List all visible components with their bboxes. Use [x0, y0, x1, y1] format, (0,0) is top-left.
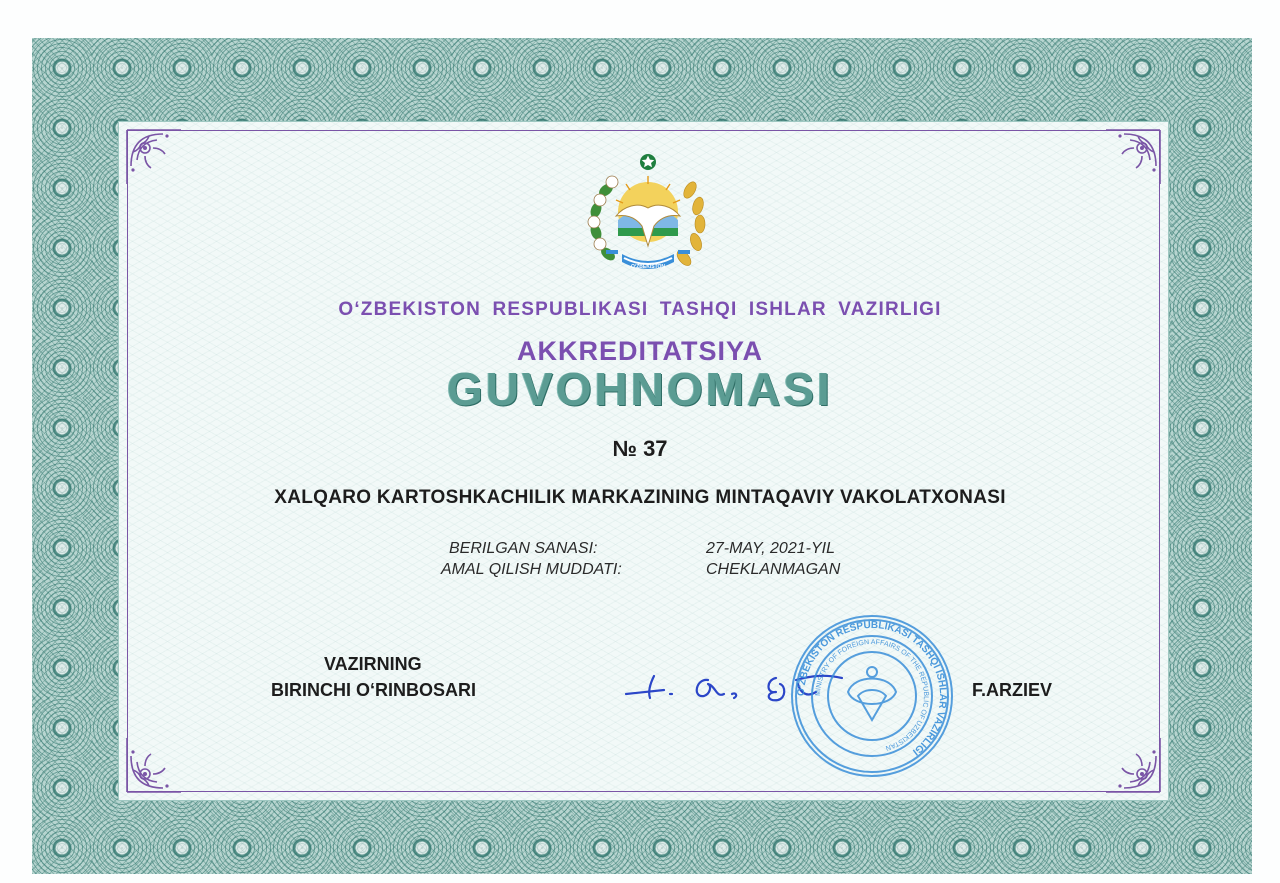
issue-date-label: BERILGAN SANASI:	[449, 540, 598, 557]
emblem-ribbon-text: O‘ZBEKISTON	[630, 264, 666, 270]
corner-ornament-icon	[1102, 734, 1164, 796]
corner-ornament-icon	[1102, 126, 1164, 188]
corner-ornament-icon	[123, 734, 185, 796]
corner-ornament-icon	[123, 126, 185, 188]
organization-name: XALQARO KARTOSHKACHILIK MARKAZINING MINTAQAVIY VAKOLATXONASI	[274, 487, 1006, 508]
stamp-inner-text: MINISTRY OF FOREIGN AFFAIRS OF THE REPUBLIC OF UZBEKISTAN	[814, 638, 930, 752]
official-stamp	[788, 612, 956, 780]
ministry-title: O‘ZBEKISTON RESPUBLIKASI TASHQI ISHLAR VAZIRLIGI	[338, 299, 942, 320]
issue-date-value: 27-MAY, 2021-YIL	[706, 540, 835, 557]
document-title-line-2: GUVOHNOMASI	[447, 363, 833, 415]
signatory-title-line-1: VAZIRNING	[324, 654, 422, 674]
signatory-name: F.ARZIEV	[972, 680, 1053, 700]
validity-label: AMAL QILISH MUDDATI:	[441, 561, 622, 578]
validity-value: CHEKLANMAGAN	[706, 561, 841, 578]
stamp-outer-text: O‘ZBEKISTON RESPUBLIKASI TASHQI ISHLAR VAZIRLIGI	[795, 619, 949, 758]
signatory-title-line-2: BIRINCHI O‘RINBOSARI	[271, 680, 477, 700]
certificate-number: № 37	[612, 436, 668, 461]
svg-text:MINISTRY OF FOREIGN AFFAIRS OF	[815, 639, 929, 751]
document-title-line-1: AKKREDITATSIYA	[516, 336, 764, 366]
uzbekistan-emblem-icon	[578, 150, 718, 282]
